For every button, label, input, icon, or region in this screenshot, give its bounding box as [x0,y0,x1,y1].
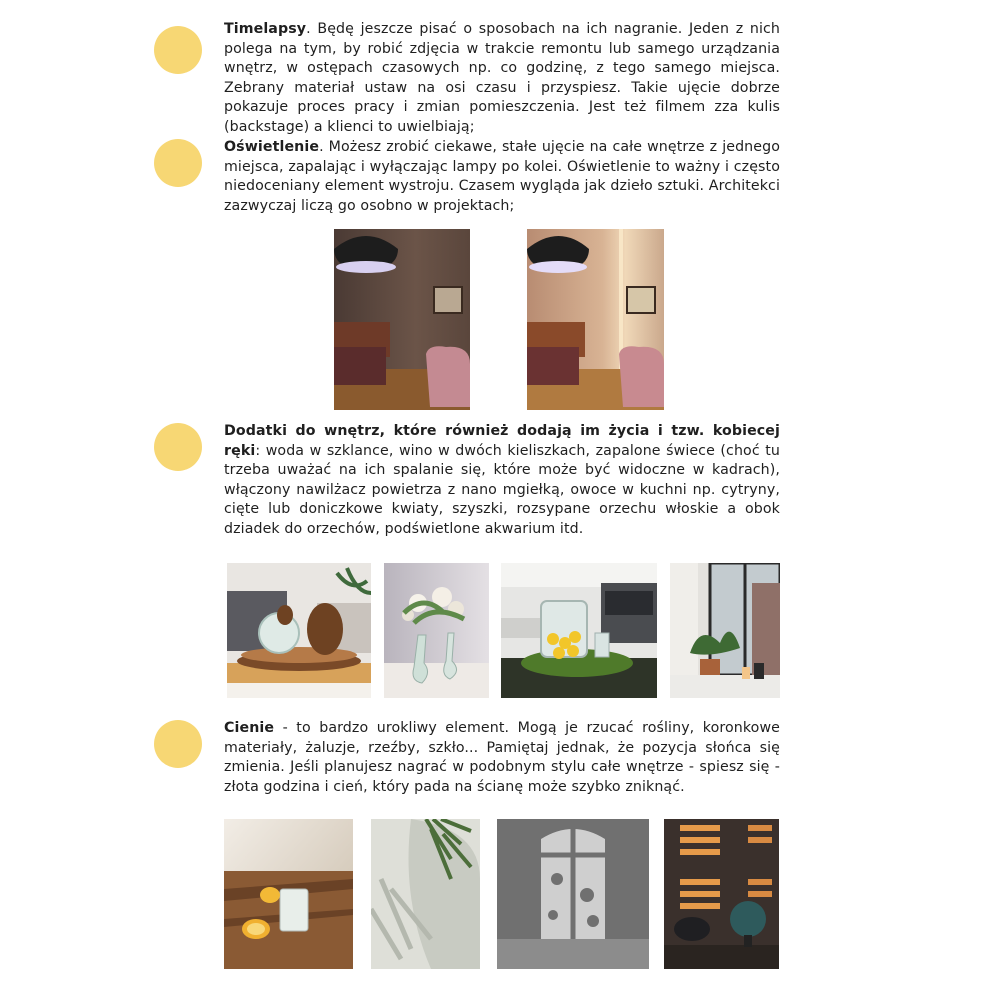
paragraph-title: Dodatki do wnętrz, które również dodają im życia i tzw. kobiecej ręki [224,423,780,459]
paragraph-title: Timelapsy [224,21,307,37]
photo-window-shadow-wall [497,819,649,969]
photo-bedroom-lamp-on [527,229,664,410]
photo-flowers-vases [384,563,489,698]
paragraph-text: Możesz zrobić ciekawe, stałe ujęcie na całe wnętrze z jednego miejsca, zapalając i wyłączając lampy po kolei. Oświetlenie to ważny i często niedoceniany element wystroju. Czasem wygląda jak dzieło sztuki. Architekci zazwyczaj liczą go osobno w projektach; [224,139,780,214]
paragraph-cienie: Cienie - to bardzo urokliwy element. Mogą je rzucać rośliny, koronkowe materiały, żaluzje, rzeźby, szkło... Pamiętaj jednak, że pozycja słońca się zmienia. Jeśli planujesz nagrać w podobnym stylu całe wnętrze - spiesz się - złota godzina i cień, który pada na ścianę może szybko zniknąć. [224,720,780,795]
paragraph-dodatki: Dodatki do wnętrz, które również dodają im życia i tzw. kobiecej ręki: woda w szklance, wino w dwóch kieliszkach, zapalone świece (choć tu trzeba uważać na ich spalanie się, które może być widoczne w kadrach), włączony nawilżacz powietrza z nano mgiełką, owoce w kuchni np. cytryny, cięte lub doniczkowe kwiaty, szyszki, rozsypane orzechu włoskie a obok dziadek do orzechów, podświetlone akwarium itd. [224,423,780,537]
photo-palm-leaf-shadow [371,819,480,969]
section-bullet-oswietlenie [154,139,202,187]
paragraph-title: Cienie [224,720,275,736]
paragraph-text: woda w szklance, wino w dwóch kieliszkach, zapalone świece (choć tu trzeba uważać na ich spalanie się, które może być widoczne w kadrach), włączony nawilżacz powietrza z nano mgiełką, owoce w kuchni np. cytryny, cięte lub doniczkowe kwiaty, szyszki, rozsypane orzechu włoskie a obok dziadek do orzechów, podświetlone akwarium itd. [224,442,780,537]
photo-kitchen-lemons [501,563,657,698]
photo-pinecones-terrarium [227,563,371,698]
paragraph-oswietlenie: Oświetlenie. Możesz zrobić ciekawe, stałe ujęcie na całe wnętrze z jednego miejsca, zapalając i wyłączając lampy po kolei. Oświetlenie to ważny i często niedoceniany element wystroju. Czasem wygląda jak dzieło sztuki. Architekci zazwyczaj liczą go osobno w projektach; [224,139,780,214]
photo-lemon-glass-shadow [224,819,353,969]
paragraph-text: Będę jeszcze pisać o sposobach na ich nagranie. Jeden z nich polega na tym, by robić zdjęcia w trakcie remontu lub samego urządzania wnętrz, w ostępach czasowych np. co godzinę, z tego samego miejsca. Zebrany materiał ustaw na osi czasu i przyspiesz. Takie ujęcie dobrze pokazuje proces pracy i zmian pomieszczenia. Jest też filmem zza kulis (backstage) a klienci to uwielbiają; [224,21,780,135]
paragraph-title: Oświetlenie [224,139,320,155]
paragraph-text: to bardzo urokliwy element. Mogą je rzucać rośliny, koronkowe materiały, żaluzje, rzeźby, szkło... Pamiętaj jednak, że pozycja słońca się zmienia. Jeśli planujesz nagrać w podobnym stylu całe wnętrze - spiesz się - złota godzina i cień, który pada na ścianę może szybko zniknąć. [224,720,780,795]
photo-window-plants-candles [670,563,780,698]
section-bullet-cienie [154,720,202,768]
section-bullet-timelapsy [154,26,202,74]
photo-blinds-globe-shadow [664,819,779,969]
photo-bedroom-lamp-off [334,229,470,410]
section-bullet-dodatki [154,423,202,471]
paragraph-timelapsy: Timelapsy. Będę jeszcze pisać o sposobach na ich nagranie. Jeden z nich polega na tym, by robić zdjęcia w trakcie remontu lub samego urządzania wnętrz, w ostępach czasowych np. co godzinę, z tego samego miejsca. Zebrany materiał ustaw na osi czasu i przyspiesz. Takie ujęcie dobrze pokazuje proces pracy i zmian pomieszczenia. Jest też filmem zza kulis (backstage) a klienci to uwielbiają; [224,21,780,135]
